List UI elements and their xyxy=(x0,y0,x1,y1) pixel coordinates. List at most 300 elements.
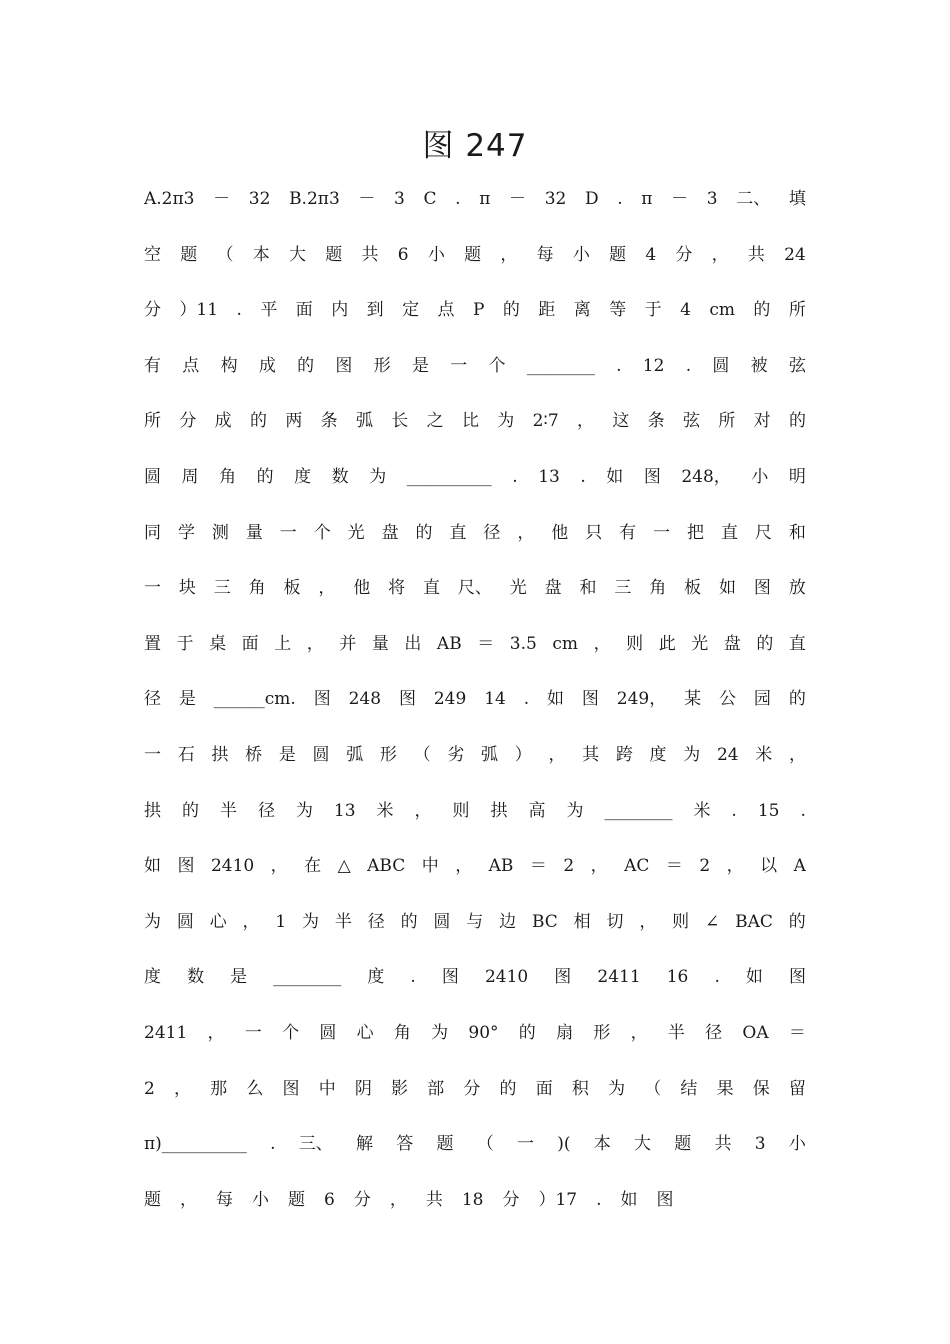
text-token: ， xyxy=(593,633,611,654)
text-token: 弧 xyxy=(346,744,364,765)
text-token: 2 xyxy=(144,1078,155,1099)
text-token: 答 xyxy=(396,1134,414,1155)
text-line xyxy=(144,617,806,673)
text-token: 以 xyxy=(760,856,778,877)
text-token: 249 xyxy=(433,689,467,710)
text-token: 公 xyxy=(719,689,737,710)
text-token: 2411 xyxy=(144,1022,188,1043)
text-token: 2411 xyxy=(597,967,641,988)
text-token: 的 xyxy=(415,522,433,543)
text-token: 他 xyxy=(551,522,569,543)
text-token: 径 xyxy=(483,522,501,543)
text-token: 为 xyxy=(683,744,701,765)
text-token: 将 xyxy=(388,578,406,599)
text-token: 的 xyxy=(502,300,520,321)
text-token: 圆 xyxy=(176,911,194,932)
text-token: 弧 xyxy=(355,411,373,432)
text-token: 距 xyxy=(538,300,556,321)
text-token: 三 xyxy=(213,578,231,599)
text-token: 248， xyxy=(681,466,731,487)
text-token: △ xyxy=(337,856,351,877)
text-line xyxy=(144,950,806,1006)
text-token: 为 xyxy=(566,800,584,821)
text-token: 分 xyxy=(463,1078,481,1099)
text-token: 题 xyxy=(288,1189,305,1210)
text-token: 32 xyxy=(248,189,271,209)
text-token: 的 xyxy=(756,633,774,654)
text-token: 其 xyxy=(582,744,600,765)
text-token: 明 xyxy=(788,466,806,487)
text-token: 一 xyxy=(279,522,297,543)
text-token: 度 xyxy=(294,466,312,487)
text-token: . xyxy=(410,967,416,988)
text-token: 之 xyxy=(426,411,444,432)
text-token: . xyxy=(685,355,692,376)
text-token: ） xyxy=(514,744,532,765)
text-token: 的 xyxy=(297,355,315,376)
text-token: － xyxy=(509,189,527,209)
text-token: 如 xyxy=(745,967,763,988)
text-token: 只 xyxy=(585,522,603,543)
text-token: 题 xyxy=(674,1134,692,1155)
text-token: 结 xyxy=(680,1078,698,1099)
text-token: 条 xyxy=(647,411,665,432)
text-token: 度 xyxy=(144,967,161,988)
text-token: 分 xyxy=(675,244,693,265)
text-token: 图 xyxy=(177,856,195,877)
text-token: 心 xyxy=(356,1022,374,1043)
text-token: 2410 xyxy=(484,967,529,988)
text-token: 4 xyxy=(645,244,657,265)
text-token: BC xyxy=(531,911,558,932)
text-token: ， xyxy=(590,856,608,877)
text-token: D xyxy=(584,189,599,209)
text-token: 为 xyxy=(497,411,515,432)
text-token: 本 xyxy=(252,244,270,265)
text-token: 内 xyxy=(331,300,349,321)
text-token: ， xyxy=(207,1022,225,1043)
text-token: 是 xyxy=(411,355,429,376)
text-token: ）11 xyxy=(179,300,219,321)
text-token: 尺 xyxy=(754,522,772,543)
text-token: 这 xyxy=(612,411,630,432)
text-token: 共 xyxy=(747,244,765,265)
text-token: 是 xyxy=(178,689,196,710)
text-token: . xyxy=(270,1134,276,1155)
text-token: ， xyxy=(389,1189,407,1210)
text-token: 心 xyxy=(209,911,227,932)
text-token: 的 xyxy=(788,411,806,432)
text-token: 数 xyxy=(187,967,205,988)
text-token: 平 xyxy=(260,300,278,321)
text-token: 弧 xyxy=(481,744,499,765)
text-token: 空 xyxy=(144,244,161,265)
text-token: 如 xyxy=(620,1189,638,1210)
text-token: 的 xyxy=(499,1078,517,1099)
text-token: 248 xyxy=(348,689,382,710)
text-token: 则 xyxy=(626,633,644,654)
text-token: 16 xyxy=(666,967,689,988)
text-token: 15 xyxy=(757,800,780,821)
text-token: 3 xyxy=(394,189,405,209)
text-token: 等 xyxy=(609,300,627,321)
text-token: 为 xyxy=(608,1078,626,1099)
text-token: 为 xyxy=(369,466,387,487)
text-token: 图 xyxy=(313,689,331,710)
text-token: . xyxy=(596,1189,602,1210)
text-line xyxy=(144,672,806,728)
text-token: 角 xyxy=(248,578,266,599)
text-line xyxy=(144,450,806,506)
text-token: 为 xyxy=(431,1022,449,1043)
text-token: 拱 xyxy=(211,744,229,765)
text-token: 高 xyxy=(528,800,546,821)
text-token: 并 xyxy=(339,633,357,654)
text-line xyxy=(144,506,806,562)
text-token: 直 xyxy=(788,633,806,654)
text-token: 的 xyxy=(788,911,806,932)
text-token: 为 xyxy=(302,911,320,932)
text-token: 图 xyxy=(282,1078,300,1099)
text-token: OA xyxy=(742,1022,769,1043)
text-token: 中 xyxy=(318,1078,336,1099)
text-token: 角 xyxy=(219,466,237,487)
text-token: ABC xyxy=(367,856,406,877)
text-token: 半 xyxy=(667,1022,685,1043)
text-token: 量 xyxy=(371,633,389,654)
text-token: 一 xyxy=(144,744,161,765)
text-token: 园 xyxy=(753,689,771,710)
text-token: 相 xyxy=(573,911,591,932)
text-token: 分 xyxy=(353,1189,371,1210)
text-token: 24 xyxy=(716,744,739,765)
text-token: 的 xyxy=(400,911,418,932)
text-line xyxy=(144,1006,806,1062)
text-token: 2 xyxy=(563,856,575,877)
text-token: 两 xyxy=(285,411,303,432)
text-token: 分 xyxy=(502,1189,520,1210)
text-token: 直 xyxy=(449,522,467,543)
text-token: 题 xyxy=(436,1134,454,1155)
text-token: B.2π3 xyxy=(289,189,340,209)
text-token: 90° xyxy=(468,1022,499,1043)
text-line xyxy=(144,394,806,450)
text-token: ， xyxy=(517,522,535,543)
text-token: 一 xyxy=(450,355,468,376)
text-token: . xyxy=(512,466,518,487)
text-token: ）17 xyxy=(538,1189,578,1210)
text-token: 的 xyxy=(249,411,267,432)
text-token: ， xyxy=(242,911,260,932)
text-token: 影 xyxy=(391,1078,409,1099)
text-token: 如 xyxy=(606,466,624,487)
text-token: cm xyxy=(552,633,579,654)
text-token: 解 xyxy=(355,1134,373,1155)
text-token: 出 xyxy=(404,633,422,654)
text-token: 条 xyxy=(320,411,338,432)
text-token: 1 xyxy=(275,911,287,932)
text-token: 24 xyxy=(784,244,806,265)
text-token: 石 xyxy=(177,744,195,765)
text-token: 是 xyxy=(230,967,248,988)
text-token: π xyxy=(479,189,491,209)
text-token: 6 xyxy=(397,244,409,265)
text-token: 切 xyxy=(606,911,624,932)
text-token: 点 xyxy=(182,355,200,376)
text-token: 定 xyxy=(402,300,420,321)
text-token: 径 xyxy=(257,800,275,821)
text-token: AB xyxy=(436,633,462,654)
text-token: － xyxy=(213,189,231,209)
text-token: 本 xyxy=(593,1134,611,1155)
text-token: 圆 xyxy=(144,466,161,487)
body-text xyxy=(144,172,806,1228)
text-token: . xyxy=(236,300,242,321)
text-token: 跨 xyxy=(615,744,633,765)
text-token: 所 xyxy=(144,411,161,432)
text-token: 被 xyxy=(750,355,768,376)
text-token: 2 xyxy=(699,856,711,877)
text-token: ________ xyxy=(526,355,595,376)
text-token: 2∶7 xyxy=(532,411,559,432)
text-token: 题 xyxy=(144,1189,161,1210)
text-token: 到 xyxy=(366,300,384,321)
text-token: 学 xyxy=(177,522,195,543)
text-token: 圆 xyxy=(712,355,730,376)
text-token: . xyxy=(731,800,737,821)
text-token: 中 xyxy=(421,856,439,877)
text-token: 拱 xyxy=(490,800,508,821)
text-token: 则 xyxy=(672,911,690,932)
text-token: AB xyxy=(488,856,514,877)
text-token: 如 xyxy=(719,578,736,599)
text-token: . xyxy=(800,800,806,821)
text-token: 米 xyxy=(755,744,773,765)
text-line xyxy=(144,895,806,951)
text-token: ， xyxy=(318,578,336,599)
text-token: 数 xyxy=(331,466,349,487)
text-token: 弦 xyxy=(788,355,806,376)
text-token: （ xyxy=(216,244,234,265)
text-token: 于 xyxy=(176,633,194,654)
text-token: 光 xyxy=(509,578,527,599)
text-token: 构 xyxy=(220,355,238,376)
text-token: 与 xyxy=(466,911,484,932)
text-token: ， xyxy=(789,744,806,765)
text-token: 一 xyxy=(516,1134,534,1155)
text-token: 题 xyxy=(609,244,627,265)
text-token: 的 xyxy=(753,300,771,321)
text-token: cm xyxy=(709,300,735,321)
text-token: 同 xyxy=(144,522,161,543)
text-token: 径 xyxy=(705,1022,723,1043)
text-token: 米 xyxy=(693,800,711,821)
text-token: __________ xyxy=(406,466,492,487)
text-token: ， xyxy=(180,1189,197,1210)
text-token: 度 xyxy=(649,744,667,765)
text-token: 周 xyxy=(181,466,199,487)
text-token: 块 xyxy=(178,578,196,599)
text-token: 13 xyxy=(333,800,356,821)
text-token: 13 xyxy=(538,466,560,487)
text-token: 此 xyxy=(658,633,676,654)
text-token: 所 xyxy=(788,300,806,321)
text-line xyxy=(144,561,806,617)
text-token: 每 xyxy=(216,1189,233,1210)
text-line xyxy=(144,1117,806,1173)
text-token: 3 xyxy=(706,189,718,209)
text-token: 板 xyxy=(684,578,702,599)
text-token: － xyxy=(358,189,376,209)
text-token: 分 xyxy=(144,300,161,321)
text-token: 直 xyxy=(720,522,738,543)
text-token: 成 xyxy=(214,411,232,432)
text-token: . xyxy=(580,466,586,487)
text-token: 的 xyxy=(181,800,199,821)
text-token: 图 xyxy=(656,1189,674,1210)
text-token: 的 xyxy=(518,1022,536,1043)
text-token: 那 xyxy=(210,1078,228,1099)
text-token: 小 xyxy=(427,244,445,265)
text-token: 为 xyxy=(295,800,313,821)
text-token: 把 xyxy=(687,522,704,543)
text-token: 圆 xyxy=(433,911,451,932)
text-token: 量 xyxy=(245,522,263,543)
text-token: （ xyxy=(413,744,431,765)
text-token: 么 xyxy=(246,1078,264,1099)
text-token: 18 xyxy=(461,1189,484,1210)
text-line xyxy=(144,1062,806,1118)
text-token: ， xyxy=(639,911,657,932)
text-token: ＝ xyxy=(477,633,495,654)
text-token: 2410 xyxy=(210,856,255,877)
text-token: 和 xyxy=(579,578,597,599)
text-token: 对 xyxy=(753,411,771,432)
text-token: 留 xyxy=(788,1078,806,1099)
text-token: ， xyxy=(174,1078,191,1099)
text-token: . xyxy=(616,355,622,376)
text-token: . xyxy=(617,189,623,209)
text-token: 个 xyxy=(282,1022,300,1043)
text-token: 题 xyxy=(325,244,343,265)
text-token: 径 xyxy=(367,911,385,932)
text-token: 所 xyxy=(718,411,736,432)
text-token: ________ xyxy=(273,967,342,988)
text-token: 题 xyxy=(464,244,482,265)
text-token: . xyxy=(714,967,720,988)
text-token: 角 xyxy=(393,1022,411,1043)
text-token: 盘 xyxy=(544,578,562,599)
text-token: 有 xyxy=(619,522,637,543)
text-token: C xyxy=(423,189,437,209)
text-token: 保 xyxy=(752,1078,770,1099)
text-token: 形 xyxy=(593,1022,611,1043)
text-token: 阴 xyxy=(354,1078,372,1099)
text-token: 大 xyxy=(633,1134,651,1155)
text-token: 小 xyxy=(572,244,590,265)
text-token: 共 xyxy=(714,1134,732,1155)
text-token: 有 xyxy=(144,355,161,376)
text-token: ＝ xyxy=(529,856,547,877)
text-token: 半 xyxy=(334,911,352,932)
text-token: ， xyxy=(455,856,473,877)
text-token: 6 xyxy=(324,1189,335,1210)
text-token: 光 xyxy=(347,522,365,543)
text-token: 小 xyxy=(252,1189,269,1210)
text-token: 角 xyxy=(649,578,667,599)
text-token: 他 xyxy=(353,578,371,599)
text-token: 如 xyxy=(547,689,565,710)
text-token: 个 xyxy=(488,355,506,376)
text-token: P xyxy=(472,300,485,321)
text-token: 圆 xyxy=(319,1022,337,1043)
text-token: 一 xyxy=(244,1022,262,1043)
text-token: 和 xyxy=(788,522,806,543)
text-token: 放 xyxy=(788,578,806,599)
text-token: ， xyxy=(630,1022,648,1043)
figure-caption: 图 247 xyxy=(422,128,528,164)
text-token: 置 xyxy=(144,633,161,654)
text-token: 劣 xyxy=(447,744,465,765)
text-token: 大 xyxy=(289,244,306,265)
text-token: 4 xyxy=(680,300,691,321)
text-token: 测 xyxy=(211,522,229,543)
text-token: 249， xyxy=(616,689,667,710)
text-token: 题 xyxy=(180,244,198,265)
text-token: 小 xyxy=(751,466,769,487)
text-line xyxy=(144,784,806,840)
text-token: 半 xyxy=(219,800,237,821)
text-token: 形 xyxy=(379,744,397,765)
text-token: 填 xyxy=(788,189,806,209)
text-token: ， xyxy=(306,633,324,654)
text-token: （ xyxy=(476,1134,494,1155)
text-token: 的 xyxy=(256,466,274,487)
text-token: π xyxy=(641,189,653,209)
text-token: 是 xyxy=(278,744,296,765)
text-token: 图 xyxy=(753,578,771,599)
text-token: A.2π3 xyxy=(144,189,195,209)
text-token: 个 xyxy=(313,522,331,543)
text-token: 一 xyxy=(144,578,161,599)
text-token: 某 xyxy=(684,689,702,710)
text-token: ， xyxy=(270,856,288,877)
text-token: 桌 xyxy=(209,633,227,654)
text-token: ， xyxy=(577,411,594,432)
text-token: AC xyxy=(624,856,650,877)
text-token: 圆 xyxy=(312,744,330,765)
text-token: － xyxy=(671,189,689,209)
text-token: 图 xyxy=(441,967,459,988)
text-token: 三、 xyxy=(298,1134,333,1155)
text-token: 一 xyxy=(653,522,671,543)
text-token: )( xyxy=(557,1134,571,1155)
text-token: 图 xyxy=(398,689,416,710)
text-token: 拱 xyxy=(144,800,161,821)
text-token: 径 xyxy=(144,689,161,710)
text-token: 弦 xyxy=(682,411,700,432)
text-token: 共 xyxy=(425,1189,443,1210)
text-token: 32 xyxy=(544,189,567,209)
text-token: 图 xyxy=(643,466,661,487)
text-token: A xyxy=(793,856,806,877)
text-token: BAC xyxy=(735,911,773,932)
text-token: 边 xyxy=(499,911,517,932)
text-token: 扇 xyxy=(556,1022,574,1043)
text-token: 离 xyxy=(573,300,591,321)
text-token: 形 xyxy=(373,355,391,376)
text-token: ， xyxy=(711,244,729,265)
